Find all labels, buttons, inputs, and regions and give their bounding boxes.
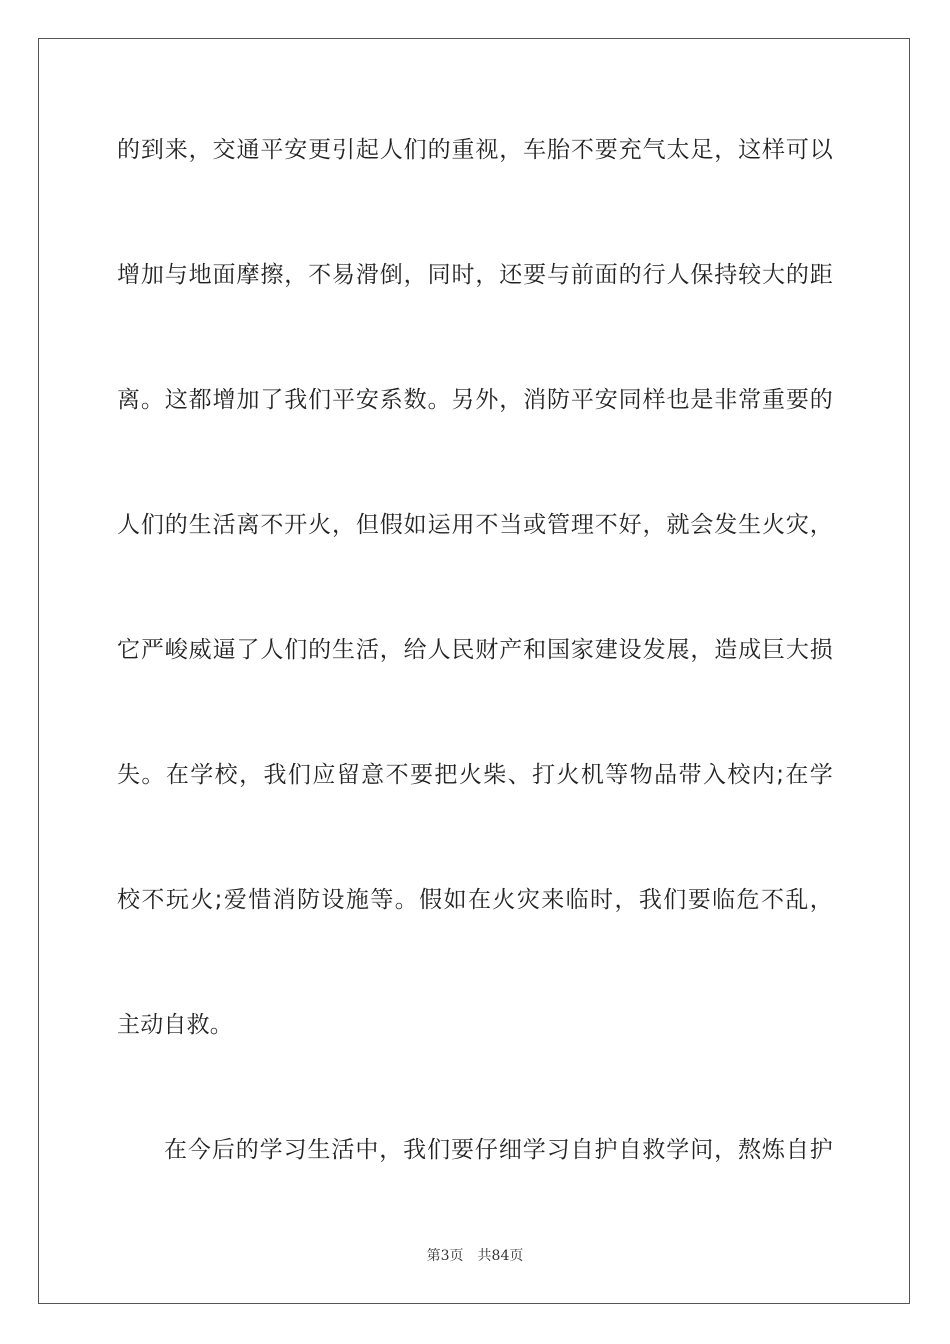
paragraph-line: 校不玩火;爱惜消防设施等。假如在火灾来临时，我们要临危不乱，: [117, 887, 833, 913]
paragraph-line: 失。在学校，我们应留意不要把火柴、打火机等物品带入校内;在学: [117, 762, 833, 788]
page-number: 第3页: [426, 1248, 464, 1264]
paragraph-line: 它严峻威逼了人们的生活，给人民财产和国家建设发展，造成巨大损: [117, 637, 833, 663]
paragraph-line: 的到来，交通平安更引起人们的重视，车胎不要充气太足，这样可以: [117, 137, 833, 163]
page-footer: [0, 1245, 950, 1265]
paragraph-line: 人们的生活离不开火，但假如运用不当或管理不好，就会发生火灾，: [117, 512, 833, 538]
paragraph-line: 主动自救。: [117, 1012, 233, 1038]
paragraph-line: 增加与地面摩擦，不易滑倒，同时，还要与前面的行人保持较大的距: [117, 262, 833, 288]
paragraph-line-indented: 在今后的学习生活中，我们要仔细学习自护自救学问，熬炼自护: [164, 1137, 833, 1163]
page-total: 共84页: [477, 1248, 524, 1264]
paragraph-line: 离。这都增加了我们平安系数。另外，消防平安同样也是非常重要的: [117, 387, 833, 413]
page-border: [38, 38, 910, 1304]
